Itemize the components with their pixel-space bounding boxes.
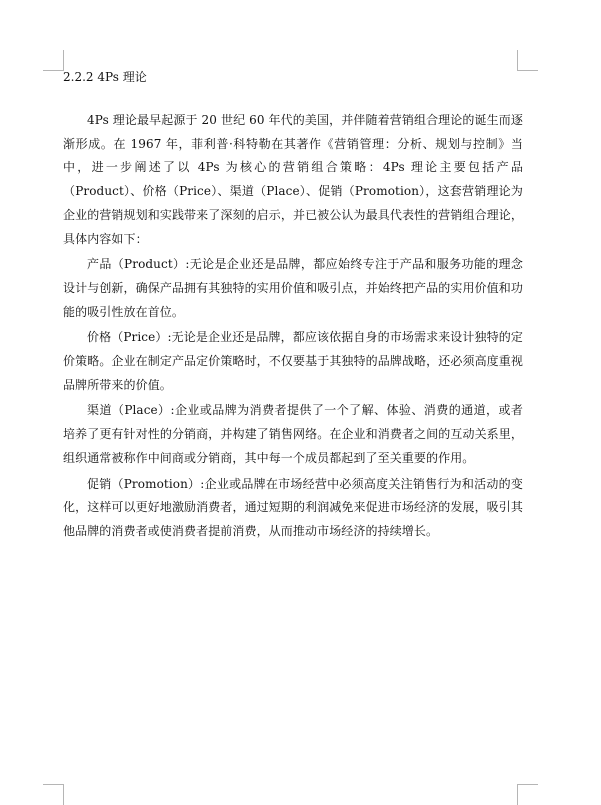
section-heading: 2.2.2 4Ps 理论 [63, 70, 147, 84]
paragraph-promotion: 促销（Promotion）:企业或品牌在市场经营中必须高度关注销售行为和活动的变化，这样可以更好地激励消费者，通过短期的利润减免来促进市场经济的发展，吸引其他品牌的消费者或使消费者提前消费，从而推动市场经济的持续增长。 [63, 476, 523, 538]
paragraph-intro: 4Ps 理论最早起源于 20 世纪 60 年代的美国，并伴随着营销组合理论的诞生而逐渐形成。在 1967 年，菲利普·科特勒在其著作《营销管理：分析、规划与控制》当中，进一步阐述了以 4Ps 为核心的营销组合策略：4Ps 理论主要包括产品（Product）、价格（Price）、渠道（Place）、促销（Promotion），这套营销理论为企业的营销规划和实践带来了深刻的启示，并已被公认为最具代表性的营销组合理论，具体内容如下： [63, 113, 523, 246]
paragraph-price: 价格（Price）:无论是企业还是品牌，都应该依据自身的市场需求来设计独特的定价策略。企业在制定产品定价策略时，不仅要基于其独特的品牌战略，还必须高度重视品牌所带来的价值。 [63, 330, 523, 392]
crop-mark-top-left [43, 50, 64, 71]
paragraph-place: 渠道（Place）:企业或品牌为消费者提供了一个了解、体验、消费的通道，或者培养了更有针对性的分销商，并构建了销售网络。在企业和消费者之间的互动关系里，组织通常被称作中间商或分销商，其中每一个成员都起到了至关重要的作用。 [63, 403, 523, 465]
document-body [63, 60, 523, 544]
paragraph-product: 产品（Product）:无论是企业还是品牌，都应始终专注于产品和服务功能的理念设计与创新，确保产品拥有其独特的实用价值和吸引点，并始终把产品的实用价值和功能的吸引性放在首位。 [63, 257, 523, 319]
